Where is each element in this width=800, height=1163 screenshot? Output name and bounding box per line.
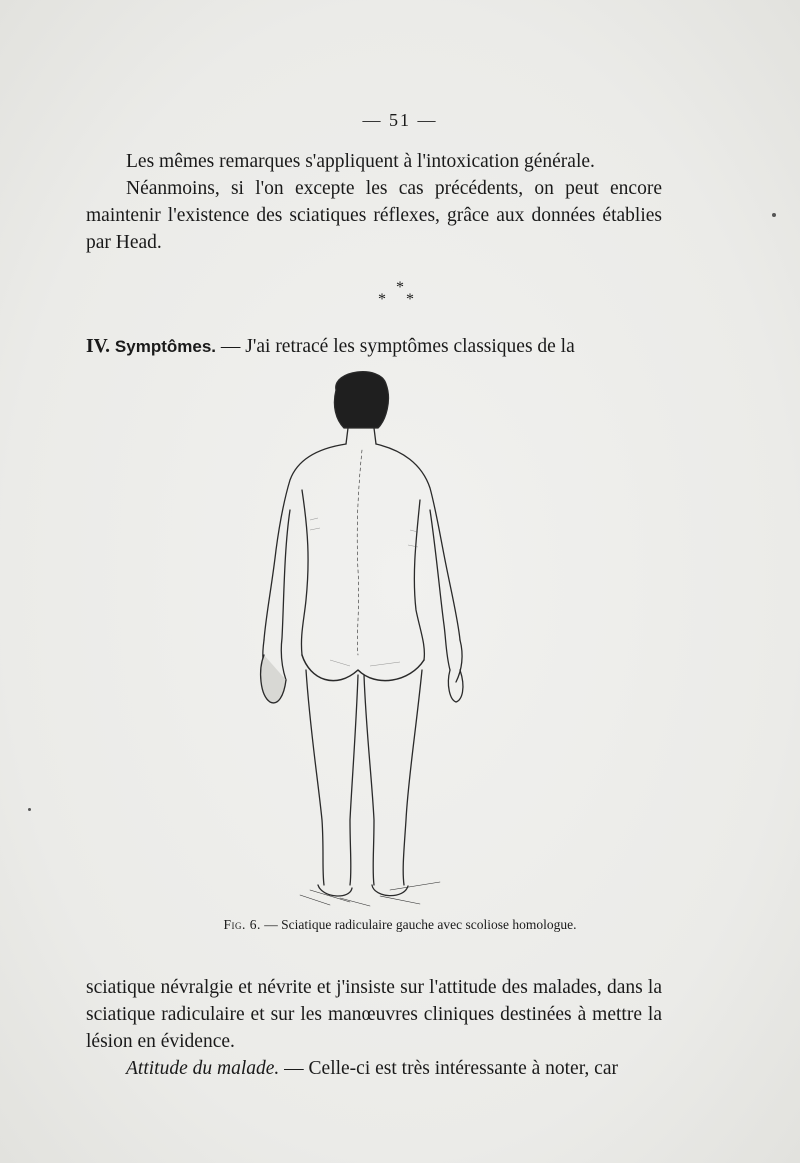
section-heading-text: — J'ai retracé les symptômes classiques de la <box>216 336 575 357</box>
page-speck <box>28 808 31 811</box>
attitude-text: — Celle-ci est très intéressante à noter, car <box>279 1058 618 1079</box>
page-number: — 51 — <box>362 110 438 130</box>
figure-caption <box>0 917 800 933</box>
paragraph-reflex-sciatica: Néanmoins, si l'on excepte les cas précédents, on peut encore maintenir l'existence des sciatiques réflexes, grâce aux données établies par Head. <box>86 178 662 253</box>
figure-label: Fig. 6. <box>223 917 261 932</box>
section-separator: * * * <box>378 279 422 308</box>
paragraph-attitude: sciatique névralgie et névrite et j'insiste sur l'attitude des malades, dans la sciatique radiculaire et sur les manœuvres cliniques destinées à mettre la lésion en évidence. <box>86 977 662 1052</box>
section-title: Symptômes. <box>114 337 217 356</box>
section-number: IV. <box>86 336 111 357</box>
section-heading <box>86 333 662 360</box>
paragraph-intoxication: Les mêmes remarques s'appliquent à l'intoxication générale. <box>126 151 595 172</box>
figure-illustration <box>240 370 490 910</box>
figure-caption-text: — Sciatique radiculaire gauche avec scoliose homologue. <box>260 917 577 932</box>
top-text <box>86 148 662 256</box>
page-speck <box>772 213 776 217</box>
bottom-text <box>86 974 662 1082</box>
attitude-heading: Attitude du malade. <box>126 1058 280 1079</box>
